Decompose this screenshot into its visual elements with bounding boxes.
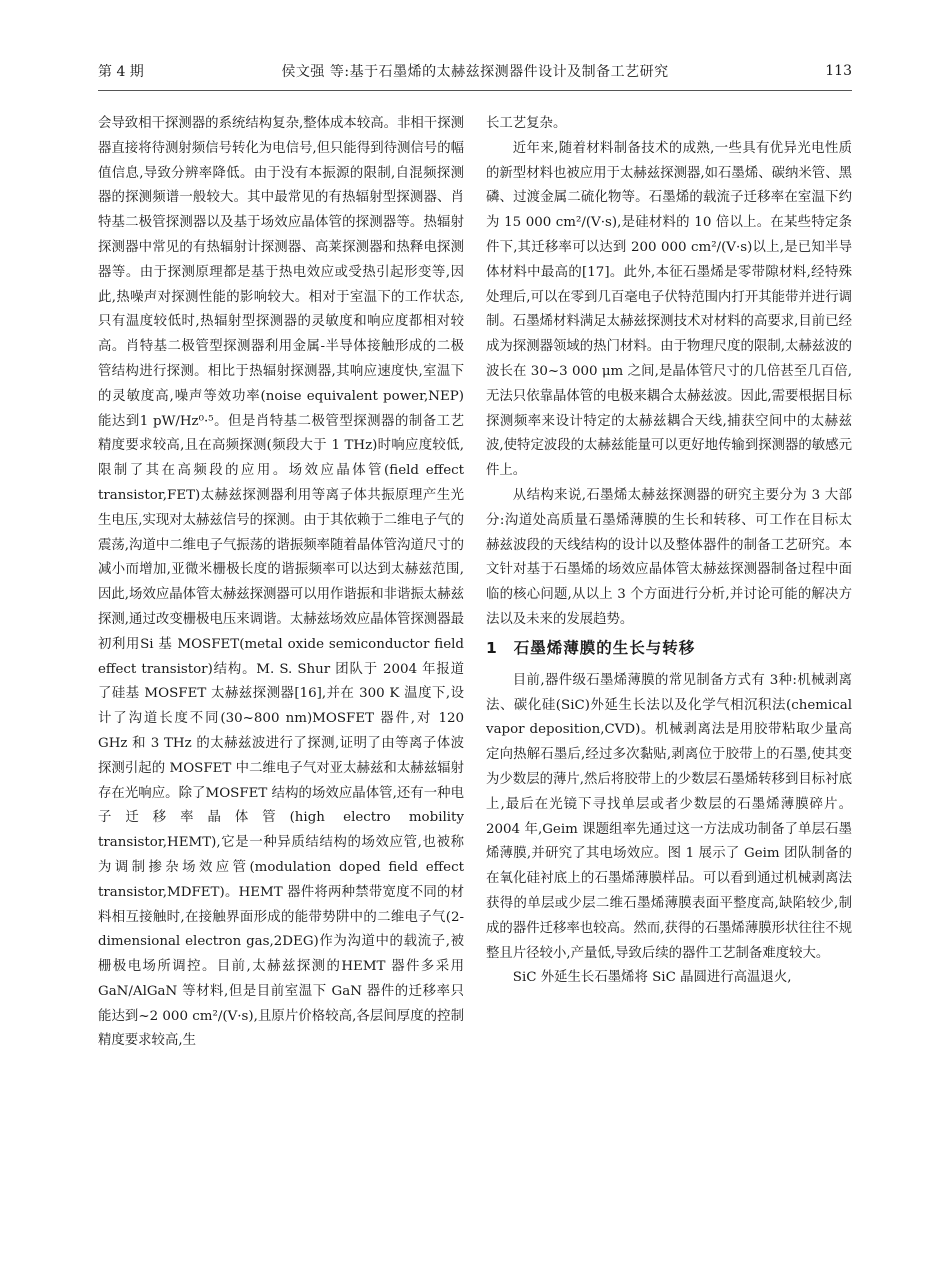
right-paragraph-3: 从结构来说,石墨烯太赫兹探测器的研究主要分为 3 大部分:沟道处高质量石墨烯薄膜的生长和转移、可工作在目标太赫兹波段的天线结构的设计以及整体器件的制备工艺研究。本文针对基于石墨烯的场效应晶体管太赫兹探测器制备过程中面临的核心问题,从以上 3 个方面进行分析,并讨论可能的解决方法以及未来的发展趋势。 — [486, 487, 852, 627]
right-paragraph-2: 近年来,随着材料制备技术的成熟,一些具有优异光电性质的新型材料也被应用于太赫兹探测器,如石墨烯、碳纳米管、黑磷、过渡金属二硫化物等。石墨烯的载流子迁移率在室温下约为 15 000 cm²/(V·s),是硅材料的 10 倍以上。在某些特定条件下,其迁移率可以达到 200 000 cm²/(V·s)以上,是已知半导体材料中最高的[17]。此外,本征石墨烯是零带隙材料,经特殊处理后,可以在零到几百毫电子伏特范围内打开其能带并进行调制。石墨烯材料满足太赫兹探测技术对材料的高要求,目前已经成为探测器领域的热门材料。由于物理尺度的限制,太赫兹波的波长在 30~3 000 μm 之间,是晶体管尺寸的几倍甚至几百倍,无法只依靠晶体管的电极来耦合太赫兹波。因此,需要根据目标探测频率来设计特定的太赫兹耦合天线,捕获空间中的太赫兹波,使特定波段的太赫兹能量可以更好地传输到探测器的敏感元件上。 — [486, 140, 852, 479]
running-title: 侯文强 等:基于石墨烯的太赫兹探测器件设计及制备工艺研究 — [281, 64, 669, 80]
right-paragraph-5: SiC 外延生长石墨烯将 SiC 晶圆进行高温退火, — [512, 970, 792, 986]
page-number: 113 — [825, 63, 852, 79]
header-rule — [98, 90, 852, 91]
running-header — [98, 58, 852, 84]
section-number: 1 — [486, 638, 498, 657]
right-paragraph-4: 目前,器件级石墨烯薄膜的常见制备方式有 3种:机械剥离法、碳化硅(SiC)外延生长法以及化学气相沉积法(chemical vapor deposition,CVD)。机械剥离法是用胶带粘取少量高定向热解石墨后,经过多次黏贴,剥离位于胶带上的石墨,使其变为少数层的薄片,然后将胶带上的少数层石墨烯转移到目标衬底上,最后在光镜下寻找单层或者少数层的石墨烯薄膜碎片。2004 年,Geim 课题组率先通过这一方法成功制备了单层石墨烯薄膜,并研究了其电场效应。图 1 展示了 Geim 团队制备的在氧化硅衬底上的石墨烯薄膜样品。可以看到通过机械剥离法获得的单层或少层二维石墨烯薄膜表面平整度高,缺陷较少,制成的器件迁移率也较高。然而,获得的石墨烯薄膜形状往往不规整且片径较小,产量低,导致后续的器件工艺制备难度较大。 — [486, 672, 852, 961]
right-paragraph-1: 长工艺复杂。 — [486, 116, 567, 131]
section-heading — [486, 635, 852, 661]
issue-number: 第 4 期 — [98, 64, 144, 80]
left-paragraph-1: 会导致相干探测器的系统结构复杂,整体成本较高。非相干探测器直接将待测射频信号转化为电信号,但只能得到待测信号的幅值信息,导致分辨率降低。由于没有本振源的限制,自混频探测器的探测频谱一般较大。其中最常见的有热辐射型探测器、肖特基二极管探测器以及基于场效应晶体管的探测器等。热辐射探测器中常见的有热辐射计探测器、高莱探测器和热释电探测器等。由于探测原理都是基于热电效应或受热引起形变等,因此,热噪声对探测性能的影响较大。相对于室温下的工作状态,只有温度较低时,热辐射型探测器的灵敏度和响应度都相对较高。肖特基二极管型探测器利用金属-半导体接触形成的二极管结构进行探测。相比于热辐射探测器,其响应速度快,室温下的灵敏度高,噪声等效功率(noise equivalent power,NEP)能达到1 pW/Hz⁰·⁵。但是肖特基二极管型探测器的制备工艺精度要求较高,且在高频探测(频段大于 1 THz)时响应度较低,限制了其在高频段的应用。场效应晶体管(field effect transistor,FET)太赫兹探测器利用等离子体共振原理产生光生电压,实现对太赫兹信号的探测。由于其依赖于二维电子气的震荡,沟道中二维电子气振荡的谐振频率随着晶体管沟道尺寸的减小而增加,亚微米栅极长度的谐振频率可以达到太赫兹范围,因此,场效应晶体管太赫兹探测器可以用作谐振和非谐振太赫兹探测,通过改变栅极电压来调谐。太赫兹场效应晶体管探测器最初利用Si 基 MOSFET(metal oxide semiconductor field effect transistor)结构。M. S. Shur 团队于 2004 年报道了硅基 MOSFET 太赫兹探测器[16],并在 300 K 温度下,设计了沟道长度不同(30~800 nm)MOSFET 器件,对 120 GHz 和 3 THz 的太赫兹波进行了探测,证明了由等离子体波探测引起的 MOSFET 中二维电子气对亚太赫兹和太赫兹辐射存在光响应。除了MOSFET 结构的场效应晶体管,还有一种电子迁移率晶体管(high electro mobility transistor,HEMT),它是一种异质结结构的场效应管,也被称为调制掺杂场效应管(modulation doped field effect transistor,MDFET)。HEMT 器件将两种禁带宽度不同的材料相互接触时,在接触界面形成的能带势阱中的二维电子气(2-dimensional electron gas,2DEG)作为沟道中的载流子,被栅极电场所调控。目前,太赫兹探测的HEMT 器件多采用 GaN/AlGaN 等材料,但是目前室温下 GaN 器件的迁移率只能达到~2 000 cm²/(V·s),且原片价格较高,各层间厚度的控制精度要求较高,生 — [98, 116, 464, 1049]
right-column — [486, 112, 852, 1272]
left-column — [98, 112, 464, 1272]
section-title: 石墨烯薄膜的生长与转移 — [513, 638, 696, 657]
